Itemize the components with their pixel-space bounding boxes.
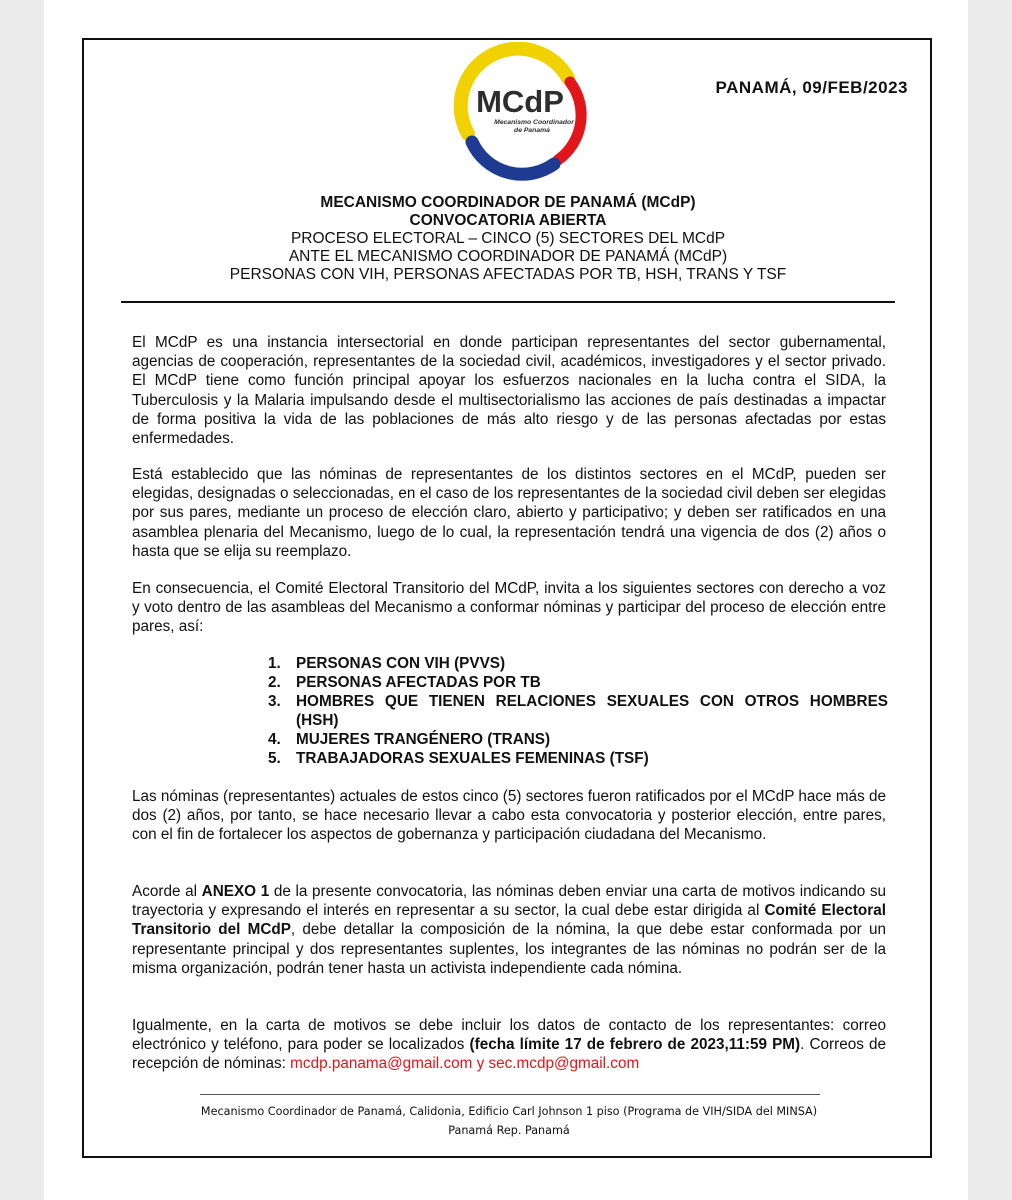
- document-date: PANAMÁ, 09/FEB/2023: [715, 78, 908, 97]
- email-link-1[interactable]: mcdp.panama@gmail.com: [290, 1055, 473, 1073]
- paragraph-nominations: Está establecido que las nóminas de representantes de los distintos sectores en el MCdP, pueden ser elegidas, designadas o seleccionadas, en el caso de los representantes de la sociedad civil deben ser elegidas por sus pares, mediante un proceso de elección claro, abierto y participativo; y deben ser ratificados en una asamblea plenaria del Mecanismo, luego de lo cual, la representación tendrá una vigencia de dos (2) años o hasta que se elija su reemplazo.: [132, 466, 886, 560]
- logo-blue-arc: [472, 142, 554, 174]
- list-item: 4. MUJERES TRANGÉNERO (TRANS): [268, 731, 551, 748]
- paragraph-current-nominations: Las nóminas (representantes) actuales de estos cinco (5) sectores fueron ratificados por el MCdP hace más de dos (2) años, por tanto, se hace necesario llevar a cabo esta convocatoria y posterior elección, entre pares, con el fin de fortalecer los aspectos de gobernanza y participación ciudadana del Mecanismo.: [132, 788, 886, 844]
- paragraph-intro: El MCdP es una instancia intersectorial en donde participan representantes del sector gubernamental, agencias de cooperación, representantes de la sociedad civil, académicos, investigadores y el sector privado. El MCdP tiene como función principal apoyar los esfuerzos nacionales en la lucha contra el SIDA, la Tuberculosis y la Malaria impulsando desde el multisectorialismo las acciones de país destinadas a impactar de forma positiva la vida de las poblaciones de más alto riesgo y de las personas afectadas por estas enfermedades.: [132, 334, 886, 448]
- list-item: 3. HOMBRES QUE TIENEN RELACIONES SEXUALES CON OTROS HOMBRES (HSH): [268, 693, 888, 729]
- list-item: 2. PERSONAS AFECTADAS POR TB: [268, 674, 541, 691]
- document-footer: [132, 1102, 886, 1140]
- paragraph-invitation: En consecuencia, el Comité Electoral Transitorio del MCdP, invita a los siguientes sectores con derecho a voz y voto dentro de las asambleas del Mecanismo a conformar nóminas y participar del proceso de elección entre pares, así:: [132, 580, 886, 636]
- footer-country: Panamá Rep. Panamá: [448, 1124, 570, 1137]
- logo-subtitle-2: de Panamá: [514, 127, 550, 134]
- heading-line-3: PROCESO ELECTORAL – CINCO (5) SECTORES DEL MCdP: [290, 230, 726, 247]
- logo-text: MCdP: [476, 84, 564, 119]
- footer-divider: [200, 1094, 820, 1095]
- heading-line-4: ANTE EL MECANISMO COORDINADOR DE PANAMÁ (MCdP): [288, 248, 728, 265]
- heading-divider: [121, 301, 895, 303]
- email-link-2[interactable]: sec.mcdp@gmail.com: [488, 1055, 640, 1073]
- heading-line-5: PERSONAS CON VIH, PERSONAS AFECTADAS POR TB, HSH, TRANS Y TSF: [229, 266, 787, 283]
- list-item: 1. PERSONAS CON VIH (PVVS): [268, 655, 506, 672]
- sector-list: [268, 654, 888, 768]
- footer-address: Mecanismo Coordinador de Panamá, Calidonia, Edificio Carl Johnson 1 piso (Programa de VIH/SIDA del MINSA): [200, 1105, 818, 1118]
- paragraph-contact: Igualmente, en la carta de motivos se debe incluir los datos de contacto de los representantes: correo electrónico y teléfono, para poder se localizados (fecha límite 17 de febrero de 2023,11:59 PM). Correos de recepción de nóminas: mcdp.panama@gmail.com y sec.mcdp@gmail.com: [132, 1017, 886, 1073]
- mcdp-logo: [450, 42, 590, 182]
- heading-subtitle: CONVOCATORIA ABIERTA: [409, 212, 607, 229]
- paragraph-annex: Acorde al ANEXO 1 de la presente convocatoria, las nóminas deben enviar una carta de motivos indicando su trayectoria y expresando el interés en representar a su sector, la cual debe estar dirigida al Comité Electoral Transitorio del MCdP, debe detallar la composición de la nómina, la que debe estar conformada por un representante principal y dos representantes suplentes, los integrantes de las nóminas no podrán ser de la misma organización, podrán tener hasta un activista independiente cada nómina.: [132, 883, 887, 977]
- heading-title: MECANISMO COORDINADOR DE PANAMÁ (MCdP): [320, 194, 696, 211]
- list-item: 5. TRABAJADORAS SEXUALES FEMENINAS (TSF): [268, 750, 649, 767]
- logo-subtitle-1: Mecanismo Coordinador: [494, 119, 574, 126]
- document-heading: [132, 194, 884, 284]
